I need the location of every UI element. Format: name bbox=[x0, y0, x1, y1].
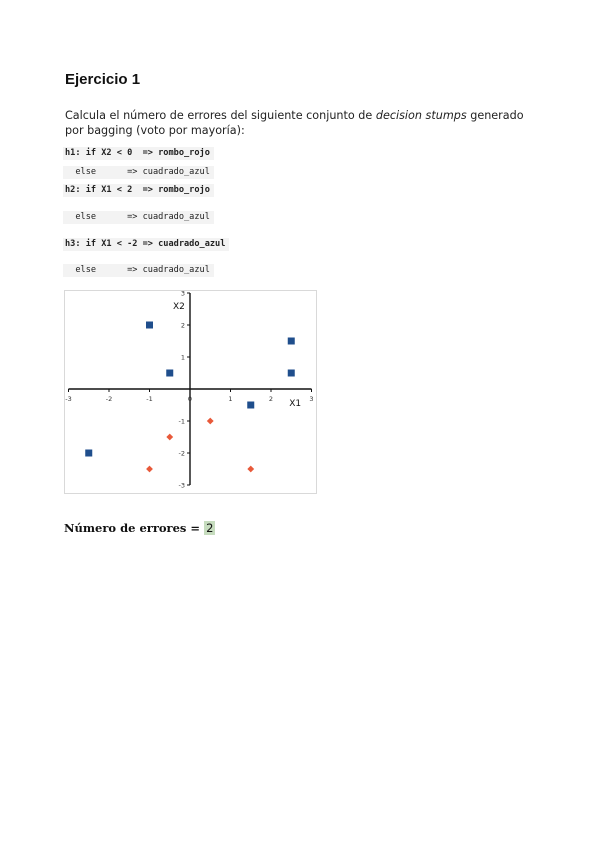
exercise-title: Ejercicio 1 bbox=[65, 71, 141, 88]
scatter-chart bbox=[64, 290, 317, 494]
x-tick-label: -1 bbox=[146, 395, 153, 403]
rule-h3-else: else => cuadrado_azul bbox=[63, 264, 214, 277]
y-tick-label: 2 bbox=[180, 321, 185, 330]
x-tick-label: 3 bbox=[309, 395, 314, 403]
scatter-chart-svg bbox=[65, 291, 316, 493]
statement-text-1: Calcula el número de errores del siguiente conjunto de bbox=[65, 109, 376, 122]
rule-h2-if: h2: if X1 < 2 => rombo_rojo bbox=[63, 184, 214, 197]
y-tick-label: -3 bbox=[178, 481, 185, 490]
rule-h1-if: h1: if X2 < 0 => rombo_rojo bbox=[63, 147, 214, 160]
y-tick-label: 3 bbox=[180, 291, 185, 298]
rule-h2-else: else => cuadrado_azul bbox=[63, 211, 214, 224]
x-tick-label: 0 bbox=[187, 395, 193, 403]
statement-italic-term: decision stumps bbox=[375, 109, 467, 122]
blue-square-point bbox=[166, 370, 173, 377]
x-tick-label: -3 bbox=[65, 395, 72, 403]
rule-h1-else: else => cuadrado_azul bbox=[63, 166, 214, 179]
blue-square-point bbox=[288, 338, 295, 345]
y-tick-label: -2 bbox=[178, 449, 185, 458]
red-diamond-point bbox=[146, 466, 153, 473]
exercise-statement bbox=[65, 108, 537, 138]
x-axis-label: X1 bbox=[289, 399, 302, 409]
result-value: 2 bbox=[206, 521, 214, 535]
x-tick-label: 2 bbox=[268, 395, 274, 403]
blue-square-point bbox=[288, 370, 295, 377]
y-axis-label: X2 bbox=[173, 302, 185, 312]
rule-h3-if: h3: if X1 < -2 => cuadrado_azul bbox=[63, 238, 229, 251]
red-diamond-point bbox=[247, 466, 254, 473]
x-tick-label: -2 bbox=[105, 395, 113, 403]
red-diamond-point bbox=[166, 434, 173, 441]
blue-square-point bbox=[146, 322, 153, 329]
statement-text-2: generado por bagging (voto por mayoría): bbox=[65, 109, 524, 137]
blue-square-point bbox=[85, 450, 92, 457]
result-line bbox=[64, 521, 215, 535]
result-label: Número de errores = bbox=[64, 521, 205, 535]
red-diamond-point bbox=[207, 418, 214, 425]
x-tick-label: 1 bbox=[228, 395, 233, 403]
y-tick-label: -1 bbox=[178, 417, 185, 426]
blue-square-point bbox=[247, 402, 254, 409]
y-tick-label: 1 bbox=[180, 353, 185, 362]
